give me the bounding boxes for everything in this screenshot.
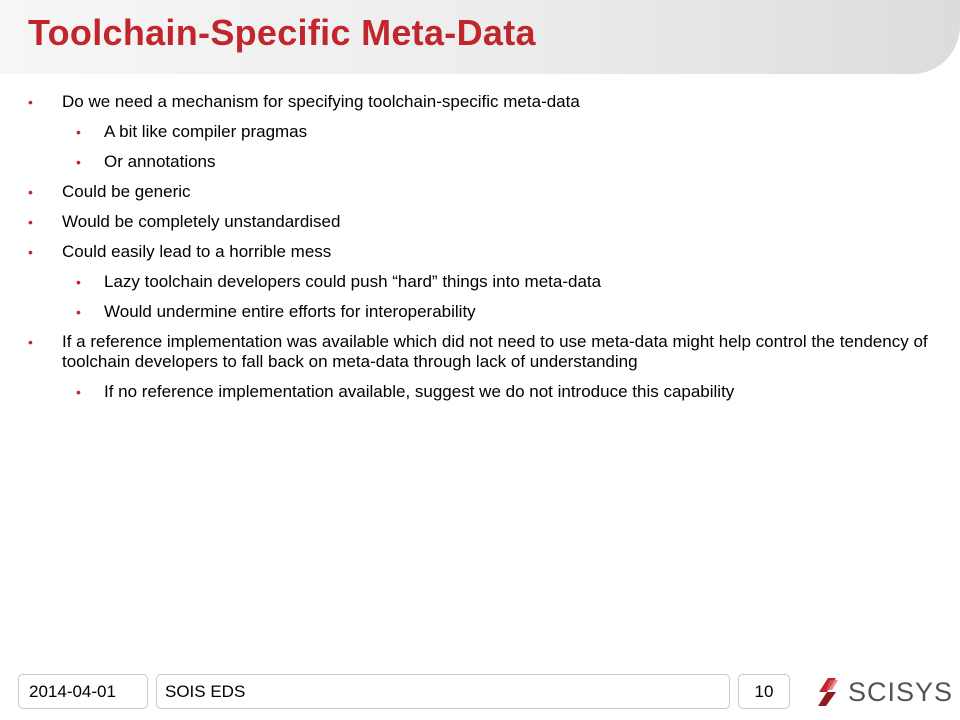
bullet-item — [28, 332, 940, 372]
slide-title: Toolchain-Specific Meta-Data — [28, 12, 536, 53]
footer-date: 2014-04-01 — [18, 674, 148, 709]
bullet-item — [28, 242, 940, 262]
bullet-dot-icon: • — [28, 334, 33, 350]
sub-bullet-item — [28, 272, 940, 292]
bullet-text: Or annotations — [104, 152, 216, 171]
bullet-text: Do we need a mechanism for specifying toolchain-specific meta-data — [62, 92, 580, 111]
footer-deck-title: SOIS EDS — [156, 674, 730, 709]
bullet-item — [28, 212, 940, 232]
bullet-item — [28, 182, 940, 202]
slide-content — [28, 92, 940, 412]
bullet-dot-icon: • — [76, 124, 81, 140]
bullet-text: Would be completely unstandardised — [62, 212, 341, 231]
sub-bullet-item — [28, 122, 940, 142]
bullet-dot-icon: • — [76, 154, 81, 170]
sub-bullet-item — [28, 382, 940, 402]
scisys-logo-icon — [814, 672, 844, 712]
bullet-dot-icon: • — [28, 184, 33, 200]
bullet-text: A bit like compiler pragmas — [104, 122, 308, 141]
bullet-text: Could easily lead to a horrible mess — [62, 242, 332, 261]
bullet-dot-icon: • — [76, 274, 81, 290]
bullet-dot-icon: • — [76, 384, 81, 400]
bullet-dot-icon: • — [76, 304, 81, 320]
bullet-text: Lazy toolchain developers could push “hard” things into meta-data — [104, 272, 602, 291]
bullet-text: Could be generic — [62, 182, 191, 201]
logo-text: SCISYS — [848, 677, 954, 707]
scisys-logo — [814, 672, 954, 712]
bullet-text: Would undermine entire efforts for interoperability — [104, 302, 476, 321]
bullet-dot-icon: • — [28, 244, 33, 260]
bullet-item — [28, 92, 940, 112]
sub-bullet-item — [28, 302, 940, 322]
page-number: 10 — [738, 674, 790, 709]
bullet-text: If a reference implementation was available which did not need to use meta-data might help control the tendency of toolchain developers to fall back on meta-data through lack of understanding — [62, 332, 928, 371]
bullet-dot-icon: • — [28, 214, 33, 230]
bullet-text: If no reference implementation available, suggest we do not introduce this capability — [104, 382, 735, 401]
bullet-dot-icon: • — [28, 94, 33, 110]
title-bar — [0, 0, 960, 74]
sub-bullet-item — [28, 152, 940, 172]
